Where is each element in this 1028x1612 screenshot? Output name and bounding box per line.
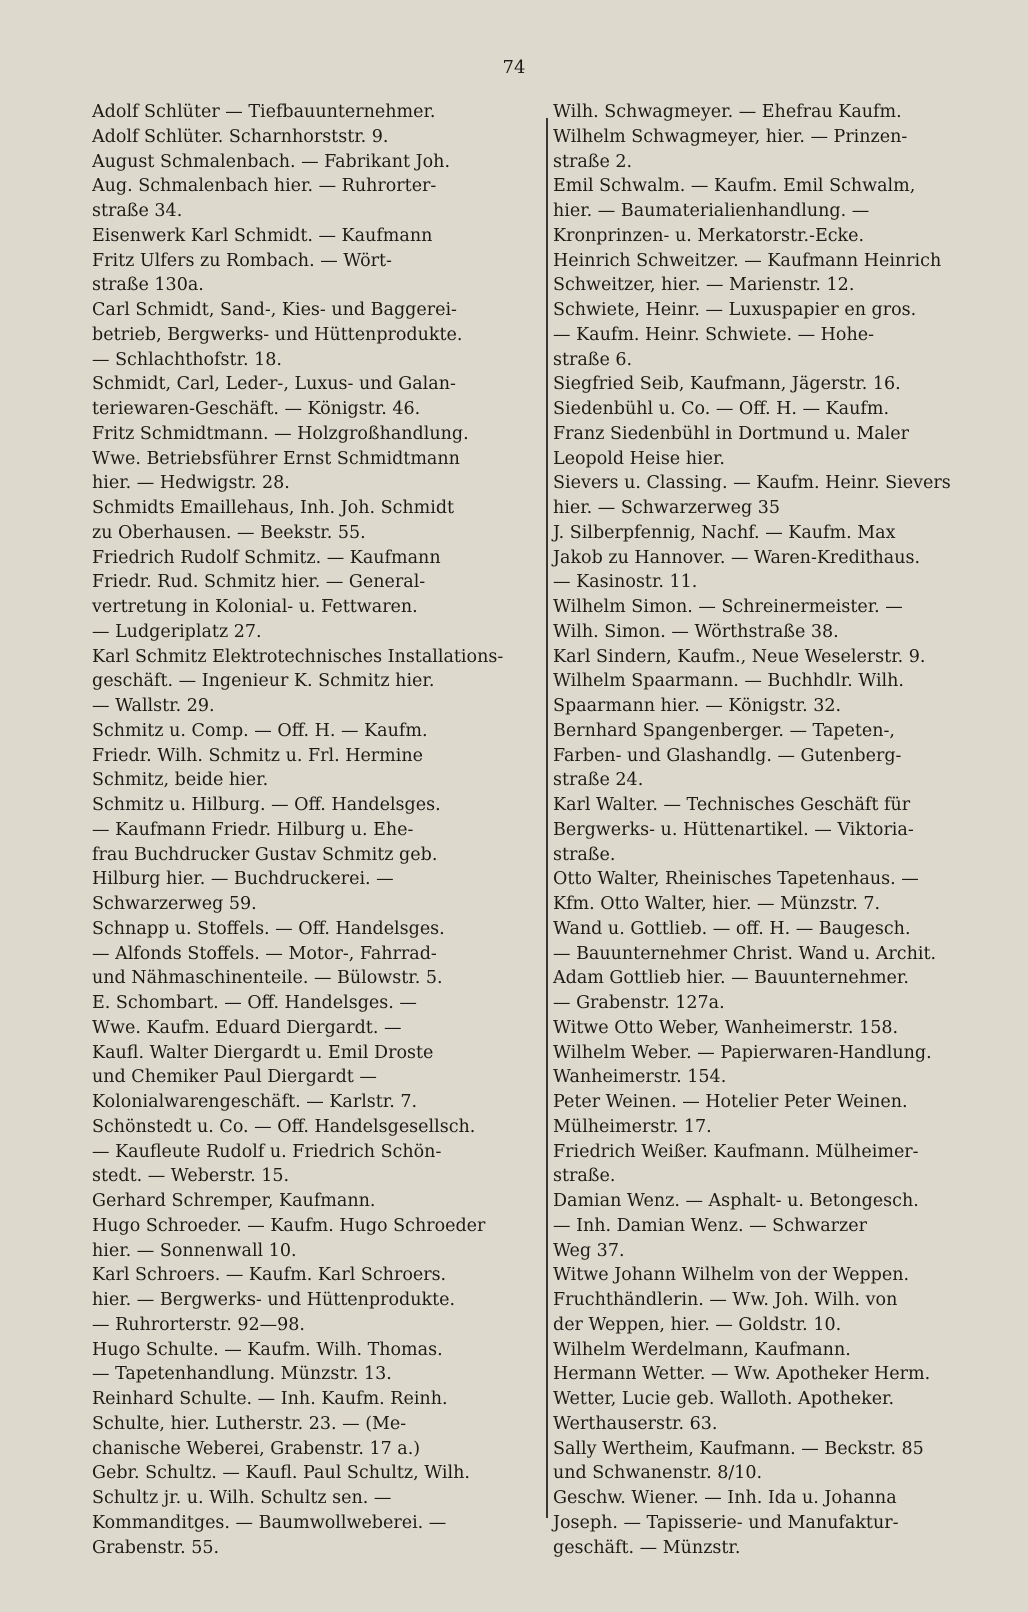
entry-line: Witwe Otto Weber, Wanheimerstr. 158. [553, 1017, 899, 1038]
entry-line: chanische Weberei, Grabenstr. 17 a.) [92, 1438, 421, 1459]
entry-line: E. Schombart. — Off. Handelsges. — [92, 993, 417, 1013]
entry-line: Aug. Schmalenbach hier. — Ruhrorter- [92, 176, 437, 197]
entry-line: Wilhelm Spaarmann. — Buchhdlr. Wilh. [553, 671, 904, 692]
directory-entry [553, 100, 999, 174]
entry-line: Hermann Wetter. — Ww. Apotheker Herm. [553, 1364, 931, 1385]
entry-line: Friedrich Weißer. Kaufmann. Mülheimer- [553, 1141, 919, 1162]
entry-line: Schulte, hier. Lutherstr. 23. — (Me- [92, 1413, 407, 1434]
entry-line: betrieb, Bergwerks- und Hüttenprodukte. [92, 324, 463, 345]
entry-line: vertretung in Kolonial- u. Fettwaren. [92, 597, 418, 617]
entry-line: Wilhelm Weber. — Papierwaren-Handlung. [553, 1042, 932, 1063]
entry-line: Adam Gottlieb hier. — Bauunternehmer. [553, 968, 909, 989]
entry-line: Schmitz u. Hilburg. — Off. Handelsges. [92, 795, 441, 815]
directory-entry [92, 496, 530, 546]
entry-line: Gebr. Schultz. — Kaufl. Paul Schultz, Wilh. [92, 1463, 470, 1484]
entry-line: Siedenbühl u. Co. — Off. H. — Kaufm. [553, 399, 890, 419]
entry-line: Schwiete, Heinr. — Luxuspapier en gros. [553, 300, 917, 320]
directory-entry [92, 1189, 530, 1214]
entry-line: Heinrich Schweitzer. — Kaufmann Heinrich [553, 250, 942, 271]
directory-entry [553, 595, 999, 645]
entry-line: Schweitzer, hier. — Marienstr. 12. [553, 275, 855, 296]
directory-entry [92, 645, 530, 719]
right-column [553, 100, 999, 1560]
directory-entry [553, 793, 999, 867]
directory-entry [92, 917, 530, 991]
entry-line: — Tapetenhandlung. Münzstr. 13. [92, 1364, 392, 1385]
entry-line: Werthauserstr. 63. [553, 1413, 718, 1434]
entry-line: — Inh. Damian Wenz. — Schwarzer [553, 1215, 867, 1236]
directory-entry [553, 1189, 999, 1263]
entry-line: Kolonialwarengeschäft. — Karlstr. 7. [92, 1092, 418, 1112]
entry-line: Weg 37. [553, 1240, 625, 1261]
entry-line: Carl Schmidt, Sand-, Kies- und Baggerei- [92, 300, 457, 320]
directory-entry [92, 1338, 530, 1388]
entry-line: Schönstedt u. Co. — Off. Handelsgesellsch. [92, 1116, 476, 1137]
entry-line: — Kaufm. Heinr. Schwiete. — Hohe- [553, 324, 874, 345]
entry-line: Sally Wertheim, Kaufmann. — Beckstr. 85 [553, 1438, 924, 1459]
entry-line: Fritz Ulfers zu Rombach. — Wört- [92, 250, 392, 271]
entry-line: Wilhelm Werdelmann, Kaufmann. [553, 1339, 851, 1360]
entry-line: Sievers u. Classing. — Kaufm. Heinr. Sievers [553, 473, 951, 494]
entry-line: Friedr. Wilh. Schmitz u. Frl. Hermine [92, 745, 423, 766]
entry-line: Kfm. Otto Walter, hier. — Münzstr. 7. [553, 894, 881, 914]
entry-line: hier. — Schwarzerweg 35 [553, 498, 781, 518]
entry-line: Joseph. — Tapisserie- und Manufaktur- [553, 1512, 899, 1533]
entry-line: hier. — Sonnenwall 10. [92, 1240, 297, 1261]
entry-line: Reinhard Schulte. — Inh. Kaufm. Reinh. [92, 1389, 448, 1409]
entry-line: und Chemiker Paul Diergardt — [92, 1067, 377, 1088]
entry-line: — Alfonds Stoffels. — Motor-, Fahrrad- [92, 943, 437, 964]
entry-line: Fruchthändlerin. — Ww. Joh. Wilh. von [553, 1290, 898, 1310]
entry-line: hier. — Baumaterialienhandlung. — [553, 201, 870, 221]
entry-line: Emil Schwalm. — Kaufm. Emil Schwalm, [553, 176, 916, 197]
entry-line: Otto Walter, Rheinisches Tapetenhaus. — [553, 869, 919, 890]
directory-entry [92, 1263, 530, 1337]
entry-line: straße 130a. [92, 275, 204, 296]
entry-line: — Bauunternehmer Christ. Wand u. Archit. [553, 943, 937, 964]
entry-line: Karl Schmitz Elektrotechnisches Installations- [92, 646, 504, 667]
entry-line: Wilhelm Simon. — Schreinermeister. — [553, 597, 903, 617]
directory-entry [92, 1387, 530, 1461]
entry-line: — Kasinostr. 11. [553, 572, 698, 593]
directory-entry [553, 917, 999, 1016]
entry-line: Wwe. Kaufm. Eduard Diergardt. — [92, 1017, 402, 1038]
directory-entry [92, 991, 530, 1115]
entry-line: Siegfried Seib, Kaufmann, Jägerstr. 16. [553, 374, 901, 395]
entry-line: — Ruhrorterstr. 92—98. [92, 1314, 305, 1335]
entry-line: und Nähmaschinenteile. — Bülowstr. 5. [92, 968, 443, 989]
entry-line: Eisenwerk Karl Schmidt. — Kaufmann [92, 225, 433, 246]
entry-line: Schnapp u. Stoffels. — Off. Handelsges. [92, 918, 445, 939]
entry-line: Wilh. Schwagmeyer. — Ehefrau Kaufm. [553, 102, 902, 122]
directory-entry [553, 1263, 999, 1337]
directory-entry [92, 372, 530, 422]
entry-line: — Wallstr. 29. [92, 696, 215, 716]
entry-line: J. Silberpfennig, Nachf. — Kaufm. Max [553, 522, 896, 543]
entry-line: Spaarmann hier. — Königstr. 32. [553, 696, 842, 716]
entry-line: Karl Schroers. — Kaufm. Karl Schroers. [92, 1265, 447, 1286]
entry-line: Kommanditges. — Baumwollweberei. — [92, 1512, 447, 1533]
entry-line: Wetter, Lucie geb. Walloth. Apotheker. [553, 1389, 895, 1409]
entry-line: Bergwerks- u. Hüttenartikel. — Viktoria- [553, 819, 914, 840]
entry-line: Witwe Johann Wilhelm von der Weppen. [553, 1265, 910, 1286]
entry-line: August Schmalenbach. — Fabrikant Joh. [92, 151, 451, 172]
directory-entry [92, 1115, 530, 1189]
entry-line: und Schwanenstr. 8/10. [553, 1463, 763, 1484]
entry-line: Schmitz, beide hier. [92, 770, 269, 791]
entry-line: Hilburg hier. — Buchdruckerei. — [92, 869, 394, 890]
directory-entry [92, 100, 530, 150]
entry-line: Karl Sindern, Kaufm., Neue Weselerstr. 9. [553, 646, 926, 667]
entry-line: Wand u. Gottlieb. — off. H. — Baugesch. [553, 918, 911, 939]
entry-line: Schmitz u. Comp. — Off. H. — Kaufm. [92, 720, 428, 741]
entry-line: Schultz jr. u. Wilh. Schultz sen. — [92, 1488, 392, 1508]
directory-entry [92, 1461, 530, 1560]
page-number: 74 [502, 57, 526, 78]
entry-line: stedt. — Weberstr. 15. [92, 1166, 290, 1187]
entry-line: Leopold Heise hier. [553, 448, 725, 469]
directory-entry [92, 298, 530, 372]
entry-line: Friedrich Rudolf Schmitz. — Kaufmann [92, 547, 441, 568]
directory-entry [553, 298, 999, 372]
directory-entry [553, 1362, 999, 1436]
entry-line: Wilh. Simon. — Wörthstraße 38. [553, 621, 839, 642]
directory-entry [92, 150, 530, 224]
entry-line: Friedr. Rud. Schmitz hier. — General- [92, 572, 426, 593]
entry-line: Damian Wenz. — Asphalt- u. Betongesch. [553, 1191, 919, 1211]
directory-entry [553, 1338, 999, 1363]
directory-entry [553, 867, 999, 917]
directory-entry [553, 471, 999, 521]
entry-line: teriewaren-Geschäft. — Königstr. 46. [92, 399, 421, 419]
entry-line: — Kaufleute Rudolf u. Friedrich Schön- [92, 1141, 442, 1162]
directory-entry [553, 1140, 999, 1190]
entry-line: Schmidts Emaillehaus, Inh. Joh. Schmidt [92, 498, 455, 518]
entry-line: Mülheimerstr. 17. [553, 1116, 712, 1137]
entry-line: Schmidt, Carl, Leder-, Luxus- und Galan- [92, 374, 456, 395]
entry-line: — Schlachthofstr. 18. [92, 349, 282, 370]
entry-line: Wwe. Betriebsführer Ernst Schmidtmann [92, 448, 460, 469]
entry-line: hier. — Hedwigstr. 28. [92, 473, 290, 494]
entry-line: zu Oberhausen. — Beekstr. 55. [92, 522, 366, 543]
column-divider [546, 118, 548, 1518]
directory-entry [553, 669, 999, 719]
directory-entry [553, 1090, 999, 1140]
entry-line: der Weppen, hier. — Goldstr. 10. [553, 1314, 842, 1335]
directory-entry [553, 1016, 999, 1041]
directory-entry [92, 1214, 530, 1264]
entry-line: — Grabenstr. 127a. [553, 993, 725, 1013]
directory-entry [553, 372, 999, 397]
entry-line: — Ludgeriplatz 27. [92, 621, 262, 642]
entry-line: Adolf Schlüter — Tiefbauunternehmer. [92, 102, 436, 122]
entry-line: Bernhard Spangenberger. — Tapeten-, [553, 720, 895, 741]
entry-line: Hugo Schroeder. — Kaufm. Hugo Schroeder [92, 1215, 486, 1236]
directory-entry [553, 397, 999, 471]
entry-line: — Kaufmann Friedr. Hilburg u. Ehe- [92, 819, 414, 840]
entry-line: Schwarzerweg 59. [92, 894, 257, 914]
directory-entry [92, 224, 530, 298]
directory-entry [553, 1437, 999, 1487]
entry-line: frau Buchdrucker Gustav Schmitz geb. [92, 844, 438, 865]
entry-line: Franz Siedenbühl in Dortmund u. Maler [553, 423, 910, 444]
directory-entry [553, 174, 999, 248]
entry-line: straße 24. [553, 770, 644, 791]
entry-line: Wilhelm Schwagmeyer, hier. — Prinzen- [553, 126, 908, 147]
entry-line: straße. [553, 1166, 616, 1187]
entry-line: Hugo Schulte. — Kaufm. Wilh. Thomas. [92, 1339, 443, 1360]
entry-line: Karl Walter. — Technisches Geschäft für [553, 795, 911, 815]
left-column [92, 100, 530, 1560]
directory-entry [553, 719, 999, 793]
entry-line: Kaufl. Walter Diergardt u. Emil Droste [92, 1042, 434, 1063]
entry-line: Kronprinzen- u. Merkatorstr.-Ecke. [553, 225, 865, 246]
entry-line: geschäft. — Münzstr. [553, 1537, 741, 1558]
entry-line: hier. — Bergwerks- und Hüttenprodukte. [92, 1290, 456, 1310]
entry-line: straße 34. [92, 201, 183, 221]
entry-line: Adolf Schlüter. Scharnhorststr. 9. [92, 126, 389, 147]
directory-entry [553, 521, 999, 595]
directory-entry [553, 645, 999, 670]
directory-entry [92, 793, 530, 917]
directory-entry [92, 422, 530, 496]
directory-entry [92, 546, 530, 645]
entry-line: geschäft. — Ingenieur K. Schmitz hier. [92, 671, 435, 692]
entry-line: straße 6. [553, 349, 633, 370]
directory-entry [553, 1486, 999, 1560]
directory-entry [553, 1041, 999, 1091]
entry-line: Grabenstr. 55. [92, 1537, 220, 1558]
entry-line: straße. [553, 844, 616, 865]
directory-entry [553, 249, 999, 299]
directory-entry [92, 719, 530, 793]
entry-line: Wanheimerstr. 154. [553, 1067, 727, 1088]
entry-line: Gerhard Schremper, Kaufmann. [92, 1191, 376, 1211]
entry-line: straße 2. [553, 151, 633, 172]
entry-line: Fritz Schmidtmann. — Holzgroßhandlung. [92, 423, 469, 444]
entry-line: Geschw. Wiener. — Inh. Ida u. Johanna [553, 1488, 897, 1508]
entry-line: Farben- und Glashandlg. — Gutenberg- [553, 745, 902, 766]
entry-line: Peter Weinen. — Hotelier Peter Weinen. [553, 1092, 908, 1112]
entry-line: Jakob zu Hannover. — Waren-Kredithaus. [553, 547, 921, 568]
